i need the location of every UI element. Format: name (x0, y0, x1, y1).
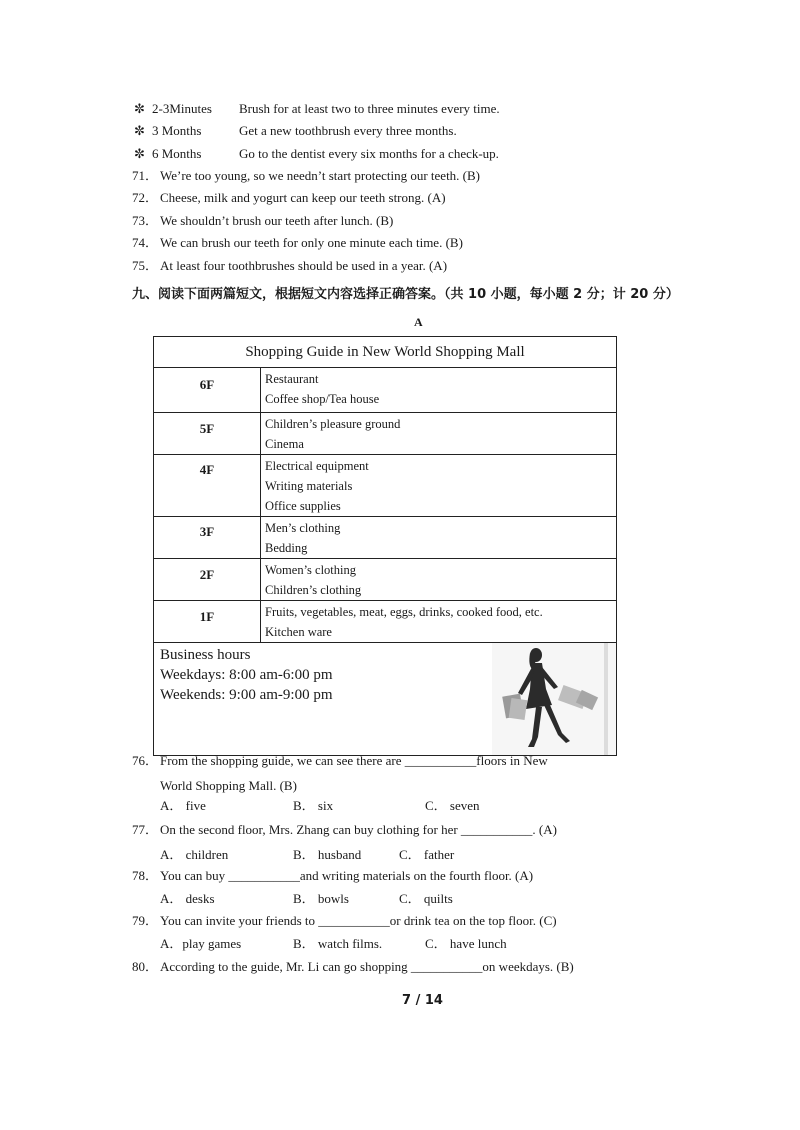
option-a: A． children (160, 847, 229, 862)
question-text: On the second floor, Mrs. Zhang can buy clothing for her ___________. (A) (160, 822, 557, 837)
business-hours-cell (154, 643, 617, 756)
floor-items (261, 559, 617, 601)
option-a: A．play games (160, 936, 242, 951)
tip-text: Get a new toothbrush every three months. (239, 123, 457, 138)
floor-label: 5F (154, 413, 261, 455)
shopping-guide-table (153, 336, 617, 756)
option-c: C． father (399, 847, 455, 862)
floor-item: Women’s clothing (265, 563, 356, 577)
floor-items (261, 368, 617, 413)
option-b: B． watch films. (293, 936, 383, 951)
question-number: 74． (132, 235, 159, 250)
option-c: C． quilts (399, 891, 453, 906)
question-number: 79． (132, 913, 159, 928)
section-title: 九、阅读下面两篇短文，根据短文内容选择正确答案。（共 10 小题，每小题 2 分；计 20 分） (132, 287, 679, 302)
question-number: 72． (132, 190, 159, 205)
question-74 (132, 234, 463, 252)
floor-item: Electrical equipment (265, 459, 369, 473)
floor-label: 1F (154, 601, 261, 643)
floor-item: Office supplies (265, 499, 341, 513)
guide-title: Shopping Guide in New World Shopping Mall (154, 337, 617, 368)
floor-item: Men’s clothing (265, 521, 341, 535)
tip-row (134, 100, 500, 118)
tip-row (134, 145, 499, 163)
floor-items (261, 517, 617, 559)
question-number: 78． (132, 868, 159, 883)
floor-label: 2F (154, 559, 261, 601)
question-text: Cheese, milk and yogurt can keep our teeth strong. (A) (160, 190, 446, 205)
options-row (160, 890, 453, 908)
question-80 (132, 958, 574, 976)
question-number: 76． (132, 753, 159, 768)
options-row (160, 935, 507, 953)
question-78 (132, 867, 533, 885)
floor-row (154, 601, 617, 643)
question-text: We shouldn’t brush our teeth after lunch. (B) (160, 213, 394, 228)
floor-row (154, 517, 617, 559)
question-77 (132, 821, 557, 839)
option-b: B． husband (293, 847, 362, 862)
floor-item: Bedding (265, 541, 308, 555)
question-75 (132, 257, 447, 275)
question-text: According to the guide, Mr. Li can go shopping ___________on weekdays. (B) (160, 959, 574, 974)
question-text: You can buy ___________and writing materials on the fourth floor. (A) (160, 868, 534, 883)
option-a: A． five (160, 798, 206, 813)
floor-items (261, 413, 617, 455)
question-number: 71． (132, 168, 159, 183)
question-number: 73． (132, 213, 159, 228)
question-79 (132, 912, 557, 930)
floor-item: Children’s pleasure ground (265, 417, 401, 431)
question-text-continued: World Shopping Mall. (B) (160, 778, 297, 793)
tip-row (134, 122, 457, 140)
weekend-hours: Weekends: 9:00 am-9:00 pm (160, 687, 333, 703)
question-text: From the shopping guide, we can see there are ___________floors in New (160, 753, 548, 768)
floor-item: Coffee shop/Tea house (265, 392, 380, 406)
options-row (160, 797, 480, 815)
snowflake-icon: ✼ (134, 146, 145, 161)
tip-time: 2-3Minutes (152, 101, 212, 116)
floor-item: Cinema (265, 437, 304, 451)
option-c: C． seven (425, 798, 480, 813)
floor-row (154, 559, 617, 601)
question-text: We’re too young, so we needn’t start protecting our teeth. (B) (160, 168, 481, 183)
question-text: At least four toothbrushes should be used in a year. (A) (160, 258, 448, 273)
passage-label: A (414, 315, 423, 329)
floor-label: 4F (154, 455, 261, 517)
options-row (160, 846, 454, 864)
question-76 (132, 752, 548, 770)
floor-item: Kitchen ware (265, 625, 332, 639)
question-number: 80． (132, 959, 159, 974)
snowflake-icon: ✼ (134, 123, 145, 138)
option-a: A． desks (160, 891, 215, 906)
floor-item: Fruits, vegetables, meat, eggs, drinks, cooked food, etc. (265, 605, 543, 619)
option-b: B． bowls (293, 891, 349, 906)
question-number: 77． (132, 822, 159, 837)
floor-item: Children’s clothing (265, 583, 362, 597)
floor-row (154, 368, 617, 413)
tip-text: Go to the dentist every six months for a check-up. (239, 146, 499, 161)
shopper-silhouette-image (492, 643, 616, 755)
tip-text: Brush for at least two to three minutes every time. (239, 101, 500, 116)
tip-time: 6 Months (152, 146, 202, 161)
floor-item: Writing materials (265, 479, 353, 493)
question-text: You can invite your friends to ___________or drink tea on the top floor. (C) (160, 913, 557, 928)
floor-item: Restaurant (265, 372, 319, 386)
option-c: C． have lunch (425, 936, 507, 951)
question-text: We can brush our teeth for only one minute each time. (B) (160, 235, 463, 250)
question-73 (132, 212, 393, 230)
floor-label: 6F (154, 368, 261, 413)
question-72 (132, 189, 446, 207)
option-b: B． six (293, 798, 334, 813)
question-number: 75． (132, 258, 159, 273)
weekday-hours: Weekdays: 8:00 am-6:00 pm (160, 667, 333, 683)
page-number: 7 / 14 (402, 993, 443, 1008)
business-hours-title: Business hours (160, 647, 251, 663)
floor-row (154, 413, 617, 455)
question-71 (132, 167, 480, 185)
floor-row (154, 455, 617, 517)
floor-label: 3F (154, 517, 261, 559)
floor-items (261, 455, 617, 517)
snowflake-icon: ✼ (134, 101, 145, 116)
tip-time: 3 Months (152, 123, 202, 138)
floor-items (261, 601, 617, 643)
